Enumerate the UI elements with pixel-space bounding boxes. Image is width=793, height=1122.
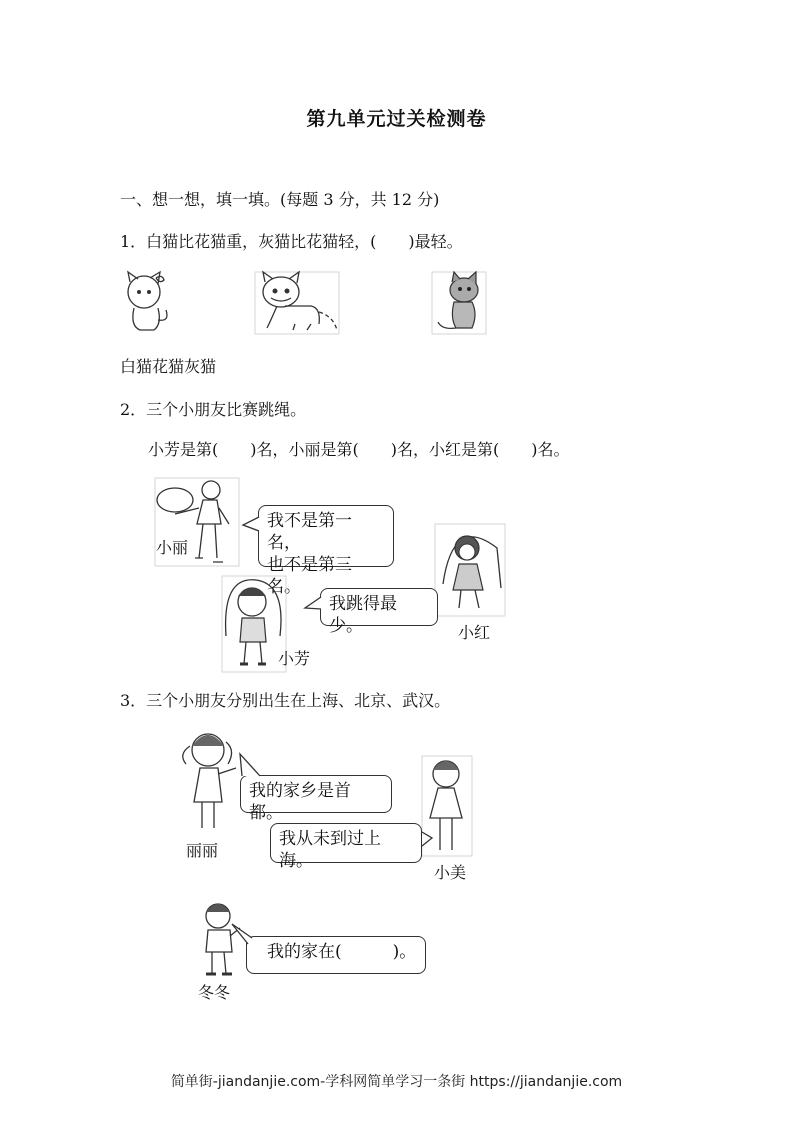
white-cat-illustration (118, 270, 174, 334)
gray-cat-illustration (432, 272, 486, 334)
spotted-cat-illustration (255, 272, 339, 334)
xiaofang-label: 小芳 (278, 649, 311, 668)
xiaofang-speech-bubble: 我跳得最少。 (320, 588, 438, 626)
dongdong-label: 冬冬 (198, 983, 231, 1002)
lili-speech-bubble: 我的家乡是首都。 (240, 775, 392, 813)
xiaohong-label: 小红 (458, 623, 491, 642)
xiaoli-label: 小丽 (156, 538, 189, 557)
question-2-blanks: 小芳是第( )名，小丽是第( )名，小红是第( )名。 (148, 440, 570, 459)
page-title: 第九单元过关检测卷 (306, 108, 487, 130)
xiaofang-bubble-tail (305, 596, 323, 612)
xiaoli-speech-bubble: 我不是第一名， 也不是第三名。 (258, 505, 394, 567)
question-1: 1．白猫比花猫重，灰猫比花猫轻，( )最轻。 (120, 232, 463, 251)
xiaomei-label: 小美 (434, 863, 467, 882)
question-2: 2．三个小朋友比赛跳绳。 (120, 400, 307, 419)
xiaohong-illustration (435, 524, 505, 616)
lili-illustration (178, 728, 238, 832)
lili-label: 丽丽 (186, 841, 219, 860)
question-1-options: 白猫花猫灰猫 (120, 357, 217, 376)
footer-text: 简单街-jiandanjie.com-学科网简单学习一条街 https://jiandanjie.com (170, 1074, 623, 1090)
xiaofang-illustration (222, 576, 286, 672)
xiaomei-speech-bubble: 我从未到过上海。 (270, 823, 422, 863)
lili-bubble-tail (238, 752, 264, 778)
dongdong-speech-bubble: 我的家在( )。 (246, 936, 426, 974)
dongdong-bubble-tail (230, 922, 252, 946)
section-heading: 一、想一想，填一填。(每题 3 分，共 12 分) (120, 190, 440, 209)
question-3: 3．三个小朋友分别出生在上海、北京、武汉。 (120, 691, 451, 710)
xiaomei-bubble-tail (420, 830, 434, 850)
xiaoli-bubble-tail (243, 515, 261, 535)
